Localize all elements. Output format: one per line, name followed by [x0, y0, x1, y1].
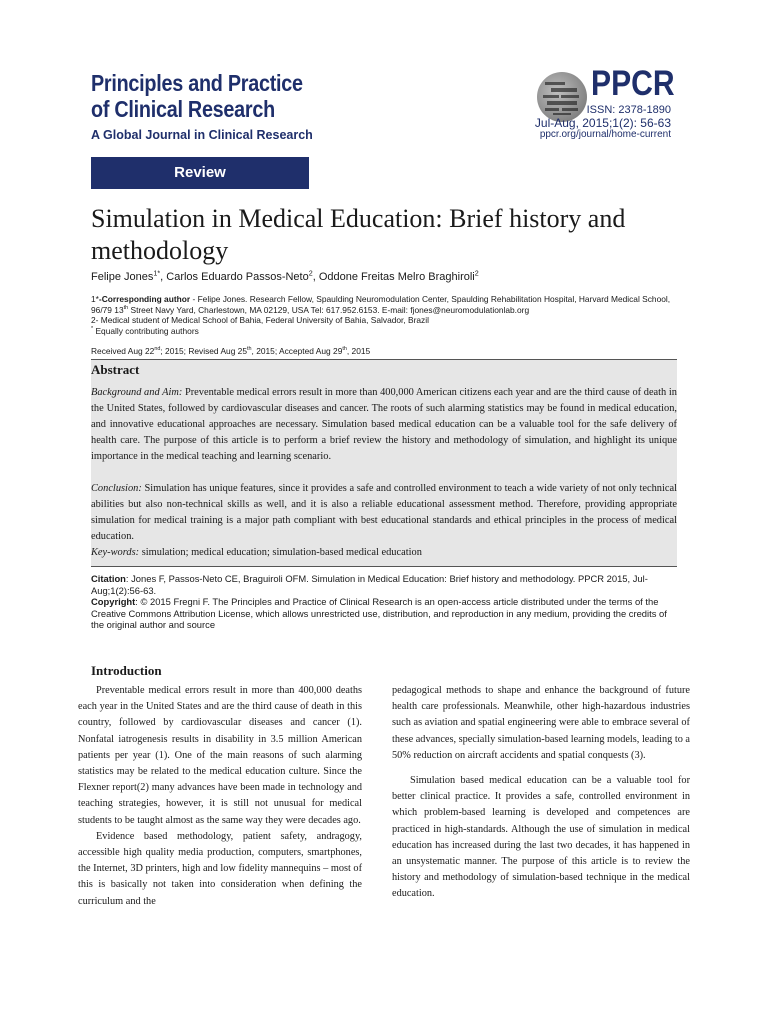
affiliation-1-text-b: Street Navy Yard, Charlestown, MA 02129, USA Tel: 617.952.6153. E-mail: fjones@neuromodulationlab.org: [128, 304, 530, 315]
equal-contrib-text: Equally contributing authors: [93, 325, 199, 336]
received-dates: [91, 346, 370, 356]
article-title: Simulation in Medical Education: Brief history and methodology: [91, 204, 626, 265]
affiliation-1: [91, 294, 681, 315]
paragraph: Evidence based methodology, patient safety, andragogy, accessible high quality media production, computers, smartphones, the Internet, 3D printers, high and low fidelity mannequins – most of this is basically not taken into consideration when defining the curriculum and the: [78, 830, 362, 907]
journal-url[interactable]: ppcr.org/journal/home-current: [539, 129, 671, 140]
abstract-conclusion-label: Conclusion:: [91, 483, 142, 494]
authors: Felipe Jones$^{1*}$, Carlos Eduardo Passos-Neto$^2$, Oddone Freitas Melro Braghiroli$^2$: [91, 269, 479, 283]
author-3-sup: 2: [474, 269, 479, 278]
received-sup-1: nd: [154, 346, 161, 353]
abstract-background: [91, 385, 677, 465]
journal-title: [91, 70, 349, 122]
citation-label: Citation: [91, 573, 126, 584]
ppcr-word-cloud-logo-icon: [537, 72, 587, 122]
author-2: Carlos Eduardo Passos-Neto: [166, 271, 309, 283]
abstract-conclusion: [91, 481, 677, 545]
citation: [91, 573, 681, 596]
abstract-keywords: [91, 545, 677, 561]
affiliation-1-text-a: - Felipe Jones. Research Fellow, Spaulding Neuromodulation Center, Spaulding Rehabilitation Hospital, Harvard Medical School, 96/79 13: [91, 294, 671, 315]
issn: ISSN: 2378-1890: [586, 104, 671, 116]
equal-contrib-star: *: [91, 325, 94, 332]
affiliation-1-number: 1*: [91, 294, 99, 304]
affiliation-th-sup: th: [123, 304, 129, 311]
affiliation-2: 2- Medical student of Medical School of Bahia, Federal University of Bahia, Salvador, Brazil: [91, 315, 429, 325]
journal-title-line1: Principles and Practice: [91, 70, 303, 96]
abstract-keywords-text: simulation; medical education; simulation-based medical education: [139, 547, 422, 558]
received-sup-3: th: [342, 346, 347, 353]
author-2-sup: 2: [308, 269, 313, 278]
abstract-keywords-label: Key-words:: [91, 547, 140, 558]
paragraph: pedagogical methods to shape and enhance the background of future health care professionals. Meanwhile, other high-hazardous industries such as aviation and spatial engineering were able to embrace several of these advances, specially simulation-based learning models, leading to a 50% reduction on aircraft accidents and spatial conquests (3).: [392, 685, 690, 761]
author-3: Oddone Freitas Melro Braghiroli: [318, 271, 475, 283]
journal-title-line2: of Clinical Research: [91, 96, 275, 122]
affiliations: [91, 294, 681, 336]
body-column-left: [78, 683, 362, 910]
abstract-background-text: Preventable medical errors result in more than 400,000 American citizens each year and are the third cause of death in the United States, followed by cardiovascular diseases and cancer. The roots of such alarming statistics may be found in medical education, and innovative educational approaches are necessary. Simulation based medical education can be a valuable tool for the safe delivery of health care. The purpose of this article is to perform a brief review the history and methodology of simulation, and highlight its unique importance in the medical teaching and learning scenario.: [91, 387, 677, 462]
corresponding-author-label: -Corresponding author: [98, 294, 191, 304]
received-part-3: , 2015; Accepted Aug 29: [251, 346, 343, 356]
citation-block: [91, 573, 681, 631]
journal-subtitle: A Global Journal in Clinical Research: [91, 128, 313, 142]
paragraph: Simulation based medical education can be a valuable tool for better clinical practice. It provides a safe, controlled environment in which problem-based learning is developed and competences are practiced in high-standards. Although the use of simulation in medical education has increased during the last two decades, it has happened in an unsystematic manner. The purpose of this article is to review the history and methodology of simulation-based technique in the medical education.: [392, 775, 690, 900]
received-sup-2: th: [247, 346, 252, 353]
article-type-banner: Review: [91, 157, 309, 189]
received-part-1: Received Aug 22: [91, 346, 155, 356]
received-part-2: ; 2015; Revised Aug 25: [160, 346, 247, 356]
paragraph: Preventable medical errors result in more than 400,000 deaths each year in the United States and are the third cause of death in this country, followed by cardiovascular diseases and cancer (1). Nonfatal iatrogenesis results in disability in 3.5 million American patients per year (1). One of the main reasons of such alarming statistics may be related to the medical education culture. Since the Flexner report(2) many advances have been made in technology and teaching strategies, however, it is still not unusual for medical students to be taught almost as the same way they were decades ago.: [78, 685, 362, 826]
citation-text: : Jones F, Passos-Neto CE, Braguiroli OFM. Simulation in Medical Education: Brief history and methodology. PPCR 2015, Jul-Aug;1(2):56-63.: [91, 573, 648, 596]
received-part-4: , 2015: [346, 346, 371, 356]
abstract-heading: Abstract: [91, 362, 140, 377]
affiliation-3: [91, 326, 681, 337]
author-1: Felipe Jones: [91, 271, 154, 283]
abstract-background-label: Background and Aim:: [91, 387, 183, 398]
copyright: [91, 596, 681, 631]
author-1-sup: 1*: [153, 269, 161, 278]
ppcr-logo-text: PPCR: [591, 64, 675, 103]
body-column-right: [392, 683, 690, 903]
abstract-conclusion-text: Simulation has unique features, since it provides a safe and controlled environment to teach a wide variety of not only technical abilities but also non-technical skills as well, and it is also a reliable educational assessment method. Therefore, providing appropriate simulation for medical training is a major path compliant with best educational standards and ethical principles in the process of medical education.: [91, 483, 677, 542]
copyright-label: Copyright: [91, 596, 136, 607]
issue-info: Jul-Aug, 2015;1(2): 56-63: [534, 116, 671, 130]
copyright-text: : © 2015 Fregni F. The Principles and Practice of Clinical Research is an open-access article distributed under the terms of the Creative Commons Attribution License, which allows unrestricted use, distribution, and reproduction in any medium, providing the credits of the original author and source: [91, 596, 667, 630]
introduction-heading: Introduction: [91, 663, 162, 678]
